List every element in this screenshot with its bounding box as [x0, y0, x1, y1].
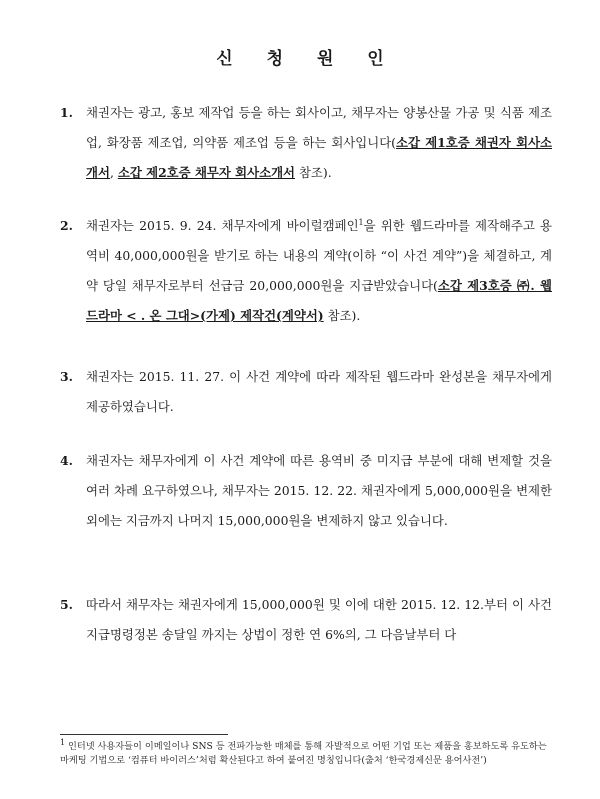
footnote-divider	[60, 734, 228, 735]
footnote	[60, 737, 552, 768]
item-text: 따라서 채무자는 채권자에게 15,000,000원 및 이에 대한 2015. 12. 12.부터 이 사건 지급명령정본 송달일 까지는 상법이 정한 연 6%의, 그 다음날부터 다	[86, 597, 552, 642]
footnote-marker: 1	[60, 737, 66, 747]
footnote-text: 인터넷 사용자들이 이메일이나 SNS 등 전파가능한 매체를 통해 자발적으로 어떤 기업 또는 제품을 홍보하도록 유도하는 마케팅 기법으로 ‘컴퓨터 바이러스’처럼 확산된다고 하여 붙여진 명칭입니다(출처 ‘한국경제신문 용어사전’)	[60, 741, 547, 766]
footnote-marker: 1	[358, 217, 364, 227]
item-number: 2.	[60, 218, 73, 233]
list-item	[60, 211, 552, 331]
item-number: 5.	[60, 597, 73, 612]
evidence-reference: 소갑 제2호증 채무자 회사소개서	[117, 165, 296, 180]
item-number: 1.	[60, 105, 73, 120]
page-title: 신 청 원 인	[216, 49, 398, 69]
list-item	[60, 446, 552, 536]
item-text: 채권자는 2015. 9. 24. 채무자에게 바이럴캠페인$^1$을 위한 웹드라마를 제작해주고 용역비 40,000,000원을 받기로 하는 내용의 계약(이하 “이 사건 계약”)을 체결하고, 계약 당일 채무자로부터 선급금 20,000,000원을 지급받았습니다(소갑 제3호증 ㈜. 웹드라마 < . 온 그대>(가제) 제작건(계약서) 참조).	[86, 217, 553, 323]
item-number: 3.	[60, 369, 73, 384]
evidence-reference: 소갑 제3호증 ㈜. 웹드라마 < . 온 그대>(가제) 제작건(계약서)	[86, 278, 552, 323]
item-text: 채권자는 채무자에게 이 사건 계약에 따른 용역비 중 미지급 부분에 대해 변제할 것을 여러 차례 요구하였으나, 채무자는 2015. 12. 22. 채권자에게 5,000,000원을 변제한 외에는 지금까지 나머지 15,000,000원을 변제하지 않고 있습니다.	[86, 453, 552, 528]
list-item	[60, 362, 552, 422]
item-text: 채권자는 광고, 홍보 제작업 등을 하는 회사이고, 채무자는 양봉산물 가공 및 식품 제조업, 화장품 제조업, 의약품 제조업 등을 하는 회사입니다(소갑 제1호증 채권자 회사소개서, 소갑 제2호증 채무자 회사소개서 참조).	[86, 105, 553, 180]
evidence-reference: 소갑 제1호증 채권자 회사소개서	[86, 135, 553, 180]
item-number: 4.	[60, 453, 73, 468]
list-item	[60, 590, 552, 650]
list-item	[60, 98, 552, 188]
item-text: 채권자는 2015. 11. 27. 이 사건 계약에 따라 제작된 웹드라마 완성본을 채무자에게 제공하였습니다.	[86, 369, 552, 414]
